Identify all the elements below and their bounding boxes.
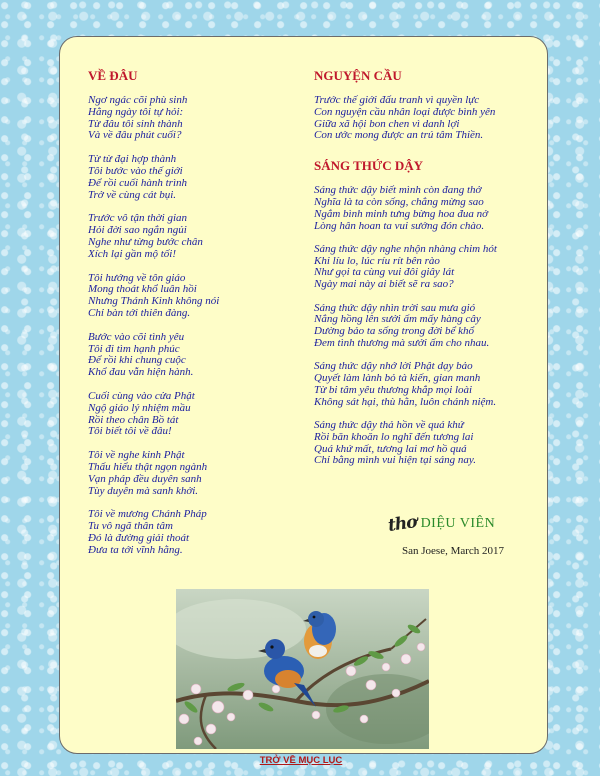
bluebirds-painting <box>176 589 429 749</box>
poem-line: Thấu hiểu thật ngọn ngành <box>88 460 208 473</box>
poem-line: Trở về cùng cát bụi. <box>88 188 177 201</box>
poem-line: Chỉ bằng mình vui hiện tại sáng nay. <box>314 454 476 467</box>
stanza <box>314 361 534 408</box>
poem-line: Bước vào cõi tình yêu <box>88 330 185 343</box>
poem-line: Tôi biết tôi về đâu! <box>88 425 172 438</box>
poem-line: Tôi về nghe kinh Phật <box>88 449 185 462</box>
poem-line: Và về đâu phút cuối? <box>88 129 182 142</box>
poem-line: Cuối cùng vào cửa Phật <box>88 389 195 402</box>
stanza <box>314 303 534 350</box>
poem-line: Rồi theo chân Bồ tát <box>88 413 179 426</box>
stanza <box>314 420 534 467</box>
poem-line: Vạn pháp đều duyên sanh <box>88 472 202 485</box>
poem-line: Tôi bước vào thế giới <box>88 164 183 177</box>
stanza <box>88 450 288 497</box>
signature <box>388 514 495 534</box>
poem-line: Đem tình thương mà sưởi ấm cho nhau. <box>314 336 490 349</box>
poem-line: Để rồi cuối hành trình <box>88 176 187 189</box>
poem-line: Sáng thức dậy nhìn trời sau mưa gió <box>314 301 476 314</box>
poem-line: Nghe như từng bước chân <box>88 235 203 248</box>
stanza <box>88 332 288 379</box>
poem-sang-thuc-day <box>314 158 534 467</box>
author-name: DIỆU VIÊN <box>420 516 496 531</box>
stanza <box>88 154 288 201</box>
poem-line: Ngộ giáo lý nhiệm mầu <box>88 401 191 414</box>
stanza <box>88 95 288 142</box>
poem-line: Hằng ngày tôi tự hỏi: <box>88 105 184 118</box>
poem-body <box>314 185 534 467</box>
poem-line: Tu vô ngã thân tâm <box>88 520 173 533</box>
poem-line: Từ bi tâm yêu thương khắp mọi loài <box>314 383 473 396</box>
poem-title: NGUYỆN CẦU <box>314 68 402 83</box>
right-column <box>314 68 534 479</box>
poem-line: Đó là đường giải thoát <box>88 531 190 544</box>
poem-line: Ngắm bình minh tưng bừng hoa đua nở <box>314 207 489 220</box>
poem-line: Con nguyện cầu nhân loại được bình yên <box>314 105 496 118</box>
signature-script: thơ <box>386 512 418 536</box>
poem-body <box>88 95 288 557</box>
poem-line: Sáng thức dậy nghe nhộn nhàng chim hót <box>314 242 497 255</box>
poem-line: Trước thế giới đấu tranh vì quyền lực <box>314 94 480 106</box>
poem-line: Như gọi ta cùng vui đôi giây lát <box>314 266 455 279</box>
poem-line: Nhưng Thánh Kinh không nói <box>88 295 220 308</box>
poem-line: Ngày mai này ai biết sẽ ra sao? <box>314 278 454 291</box>
poem-line: Rồi băn khoăn lo nghĩ đến tương lai <box>314 430 474 443</box>
poem-line: Đưa ta tới vĩnh hằng. <box>88 543 183 556</box>
poem-line: Từ từ đại hợp thành <box>88 153 177 166</box>
stanza <box>88 509 288 556</box>
poem-body <box>314 95 534 142</box>
poem-line: Trước vô tận thời gian <box>88 212 188 225</box>
poem-line: Tùy duyên mà sanh khởi. <box>88 484 199 497</box>
poem-line: Tôi hướng về tôn giáo <box>88 271 186 284</box>
stanza <box>88 391 288 438</box>
poem-line: Từ đâu tôi sinh thành <box>88 117 183 130</box>
poem-line: Mong thoát khổ luân hồi <box>88 283 197 296</box>
poem-line: Hỏi đời sao ngắn ngủi <box>88 224 187 237</box>
poem-line: Lòng hân hoan ta vui sướng đón chào. <box>314 219 485 232</box>
poem-line: Dường bảo ta sống trong đời bể khổ <box>314 325 475 338</box>
stanza <box>314 95 534 142</box>
poem-title: VỀ ĐÂU <box>88 68 138 83</box>
poem-line: Để rồi khi chung cuộc <box>88 354 186 367</box>
poem-line: Ngơ ngác cõi phù sinh <box>88 94 188 106</box>
poem-line: Nghĩa là ta còn sống, chẳng mừng sao <box>314 195 484 208</box>
place-date: San Joese, March 2017 <box>402 545 505 557</box>
stanza <box>314 244 534 291</box>
poem-ve-dau <box>88 68 288 569</box>
poem-line: Nắng hồng lên sưởi ấm mấy hàng cây <box>314 313 481 326</box>
poem-line: Con ước mong được an trú tâm Thiền. <box>314 129 484 142</box>
poem-line: Tôi đi tìm hạnh phúc <box>88 342 180 355</box>
poem-line: Sáng thức dậy biết mình còn đang thở <box>314 184 482 197</box>
stanza <box>314 185 534 232</box>
poem-line: Quá khứ mất, tương lai mơ hồ quá <box>314 442 467 455</box>
stanza <box>88 213 288 260</box>
stanza <box>88 273 288 320</box>
poem-line: Xích lại gần mộ tối! <box>88 247 176 260</box>
poem-line: Giữa xã hội bon chen vì danh lợi <box>314 117 460 130</box>
poem-line: Chỉ bàn tới thiên đàng. <box>88 306 191 319</box>
poem-line: Tôi về mương Chánh Pháp <box>88 508 207 521</box>
back-to-contents-link[interactable]: TRỞ VỀ MỤC LỤC <box>259 755 343 766</box>
poem-nguyen-cau <box>314 68 534 142</box>
poem-line: Quyết làm lành bỏ tà kiến, gian manh <box>314 372 481 385</box>
poem-line: Không sát hại, thù hằn, luôn chánh niệm. <box>314 395 497 408</box>
poem-line: Sáng thức dậy thả hồn về quá khứ <box>314 418 464 431</box>
poem-line: Khổ đau vẫn hiện hành. <box>88 366 194 379</box>
poem-title: SÁNG THỨC DẬY <box>314 158 424 174</box>
poem-line: Sáng thức dậy nhớ lời Phật dạy bảo <box>314 360 473 373</box>
poem-line: Khi líu lo, lúc ríu rít bên rào <box>314 254 440 267</box>
